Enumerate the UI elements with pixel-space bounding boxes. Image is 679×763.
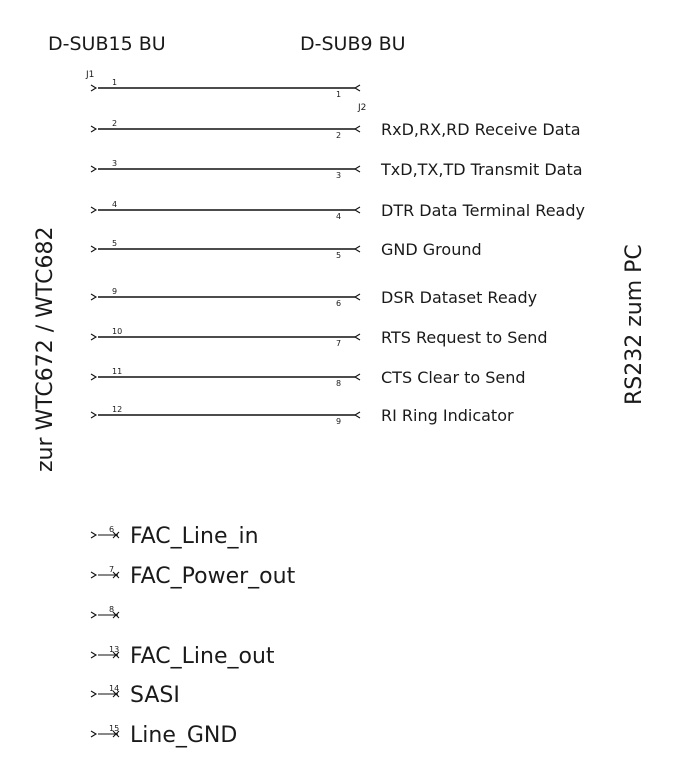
j1-pin-symbol xyxy=(91,166,96,172)
left-connector-header: D-SUB15 BU xyxy=(48,33,166,55)
j1-pin-symbol xyxy=(91,246,96,252)
pin-number: 6 xyxy=(109,525,115,534)
j2-pin-number: 2 xyxy=(336,131,342,140)
wire-connections xyxy=(91,78,585,426)
j1-pin-symbol xyxy=(91,85,96,91)
connection-row xyxy=(91,119,581,140)
j1-pin-symbol xyxy=(91,294,96,300)
signal-label: RxD,RX,RD Receive Data xyxy=(381,120,581,139)
j2-pin-symbol xyxy=(355,374,360,380)
pin-label: FAC_Power_out xyxy=(130,564,296,589)
unconnected-pin xyxy=(91,524,259,549)
connection-row xyxy=(91,287,537,308)
pin-symbol xyxy=(91,731,96,737)
j2-pin-number: 4 xyxy=(336,212,342,221)
j2-pin-number: 8 xyxy=(336,379,342,388)
j1-pin-number: 10 xyxy=(112,327,123,336)
j2-pin-symbol xyxy=(355,412,360,418)
signal-label: GND Ground xyxy=(381,240,482,259)
pin-number: 13 xyxy=(109,645,120,654)
unconnected-pin xyxy=(91,605,119,618)
connection-row xyxy=(91,405,514,426)
pin-number: 14 xyxy=(109,684,120,693)
connection-row xyxy=(91,159,583,180)
left-side-label: zur WTC672 / WTC682 xyxy=(33,226,58,472)
j2-pin-symbol xyxy=(355,126,360,132)
j1-pin-number: 12 xyxy=(112,405,123,414)
right-connector-header: D-SUB9 BU xyxy=(300,33,406,55)
pin-number: 15 xyxy=(109,724,120,733)
j1-pin-symbol xyxy=(91,207,96,213)
connection-row xyxy=(91,367,526,388)
unconnected-pin xyxy=(91,564,296,589)
j2-pin-symbol xyxy=(355,246,360,252)
pin-symbol xyxy=(91,691,96,697)
j1-pin-number: 9 xyxy=(112,287,118,296)
unconnected-pin xyxy=(91,723,237,748)
j1-pin-symbol xyxy=(91,374,96,380)
pin-label: SASI xyxy=(130,683,180,708)
j2-pin-number: 1 xyxy=(336,90,342,99)
j2-pin-number: 3 xyxy=(336,171,342,180)
j1-pin-symbol xyxy=(91,334,96,340)
j2-pin-symbol xyxy=(355,85,360,91)
j2-pin-number: 5 xyxy=(336,251,342,260)
j1-pin-number: 4 xyxy=(112,200,118,209)
j1-pin-number: 11 xyxy=(112,367,123,376)
pin-symbol xyxy=(91,532,96,538)
j2-reference: J2 xyxy=(358,103,367,113)
j1-pin-number: 2 xyxy=(112,119,118,128)
connection-row xyxy=(91,200,585,221)
pin-symbol xyxy=(91,652,96,658)
pin-symbol xyxy=(91,612,96,618)
pin-number: 7 xyxy=(109,565,115,574)
j2-pin-symbol xyxy=(355,334,360,340)
signal-label: CTS Clear to Send xyxy=(381,368,526,387)
j1-pin-symbol xyxy=(91,412,96,418)
signal-label: DSR Dataset Ready xyxy=(381,288,538,307)
signal-label: RI Ring Indicator xyxy=(381,406,514,425)
j2-pin-symbol xyxy=(355,207,360,213)
j2-pin-symbol xyxy=(355,166,360,172)
pin-label: FAC_Line_out xyxy=(130,644,275,669)
j1-pin-number: 5 xyxy=(112,239,118,248)
j2-pin-number: 6 xyxy=(336,299,342,308)
pin-label: FAC_Line_in xyxy=(130,524,259,549)
connection-row xyxy=(91,78,360,99)
j1-pin-symbol xyxy=(91,126,96,132)
pin-label: Line_GND xyxy=(130,723,238,748)
pin-symbol xyxy=(91,572,96,578)
pin-number: 8 xyxy=(109,605,115,614)
j1-pin-number: 3 xyxy=(112,159,118,168)
connection-row xyxy=(91,327,548,348)
unconnected-pin xyxy=(91,683,180,708)
connection-row xyxy=(91,239,482,260)
j2-pin-number: 9 xyxy=(336,417,342,426)
signal-label: RTS Request to Send xyxy=(381,328,548,347)
signal-label: DTR Data Terminal Ready xyxy=(381,201,585,220)
j2-pin-symbol xyxy=(355,294,360,300)
unconnected-pin xyxy=(91,644,275,669)
unconnected-pins xyxy=(91,524,296,748)
signal-label: TxD,TX,TD Transmit Data xyxy=(381,160,583,179)
j1-pin-number: 1 xyxy=(112,78,118,87)
j1-reference: J1 xyxy=(86,70,95,80)
right-side-label: RS232 zum PC xyxy=(622,244,647,405)
j2-pin-number: 7 xyxy=(336,339,342,348)
